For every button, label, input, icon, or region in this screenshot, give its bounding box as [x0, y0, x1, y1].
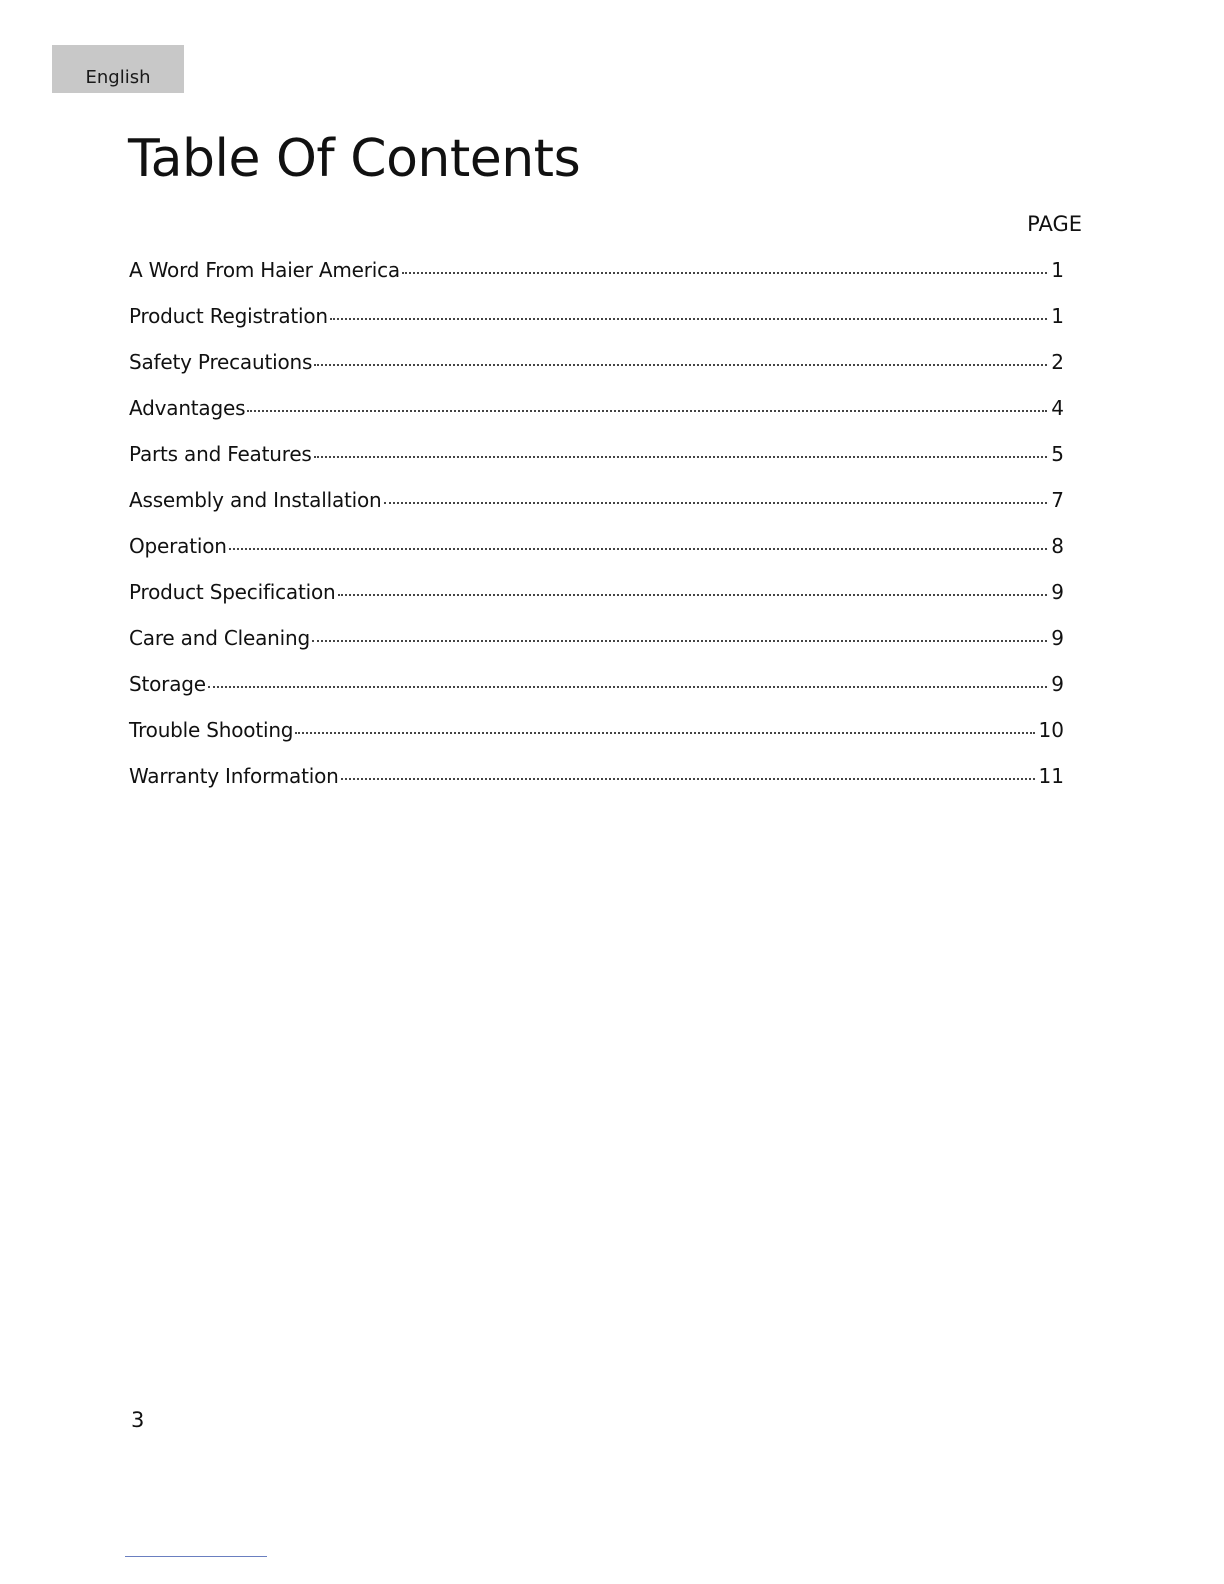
- footer-rule: [125, 1556, 267, 1557]
- dot-leader: [314, 364, 1047, 366]
- toc-entry-page: 7: [1051, 488, 1064, 512]
- toc-entry-safety-precautions[interactable]: [129, 350, 1064, 396]
- toc-entry-label: Advantages: [129, 396, 246, 420]
- toc-entry-label: Assembly and Installation: [129, 488, 382, 512]
- toc-entry-product-registration[interactable]: [129, 304, 1064, 350]
- toc-entry-page: 10: [1038, 718, 1064, 742]
- toc-entry-operation[interactable]: [129, 534, 1064, 580]
- toc-entry-label: Product Registration: [129, 304, 328, 328]
- toc-entry-page: 8: [1051, 534, 1064, 558]
- toc-entry-page: 1: [1051, 304, 1064, 328]
- toc-entry-trouble-shooting[interactable]: [129, 718, 1064, 764]
- toc-entry-label: A Word From Haier America: [129, 258, 400, 282]
- dot-leader: [229, 548, 1048, 550]
- toc-entry-page: 5: [1051, 442, 1064, 466]
- toc-entry-page: 2: [1051, 350, 1064, 374]
- toc-entry-label: Storage: [129, 672, 206, 696]
- dot-leader: [341, 778, 1035, 780]
- dot-leader: [402, 272, 1047, 274]
- dot-leader: [247, 410, 1047, 412]
- toc-entry-label: Safety Precautions: [129, 350, 313, 374]
- page-number: 3: [131, 1408, 145, 1432]
- language-tab-label: English: [85, 67, 151, 88]
- toc-entry-page: 1: [1051, 258, 1064, 282]
- language-tab: [52, 45, 184, 93]
- dot-leader: [208, 686, 1047, 688]
- toc-entry-label: Parts and Features: [129, 442, 312, 466]
- table-of-contents: [129, 258, 1064, 810]
- toc-entry-product-specification[interactable]: [129, 580, 1064, 626]
- toc-entry-word-from-haier[interactable]: [129, 258, 1064, 304]
- toc-entry-page: 9: [1051, 672, 1064, 696]
- toc-entry-warranty-information[interactable]: [129, 764, 1064, 810]
- dot-leader: [312, 640, 1047, 642]
- toc-entry-label: Warranty Information: [129, 764, 339, 788]
- dot-leader: [384, 502, 1048, 504]
- page-column-heading: PAGE: [1027, 212, 1082, 236]
- toc-entry-label: Trouble Shooting: [129, 718, 294, 742]
- toc-entry-parts-and-features[interactable]: [129, 442, 1064, 488]
- toc-entry-label: Operation: [129, 534, 227, 558]
- page-title: Table Of Contents: [128, 129, 581, 189]
- toc-entry-care-and-cleaning[interactable]: [129, 626, 1064, 672]
- dot-leader: [314, 456, 1048, 458]
- toc-entry-page: 9: [1051, 626, 1064, 650]
- toc-entry-storage[interactable]: [129, 672, 1064, 718]
- toc-entry-label: Care and Cleaning: [129, 626, 310, 650]
- toc-entry-page: 9: [1051, 580, 1064, 604]
- dot-leader: [330, 318, 1047, 320]
- toc-entry-label: Product Specification: [129, 580, 336, 604]
- toc-entry-page: 11: [1038, 764, 1064, 788]
- dot-leader: [295, 732, 1034, 734]
- toc-entry-advantages[interactable]: [129, 396, 1064, 442]
- toc-entry-assembly-and-installation[interactable]: [129, 488, 1064, 534]
- dot-leader: [338, 594, 1048, 596]
- toc-entry-page: 4: [1051, 396, 1064, 420]
